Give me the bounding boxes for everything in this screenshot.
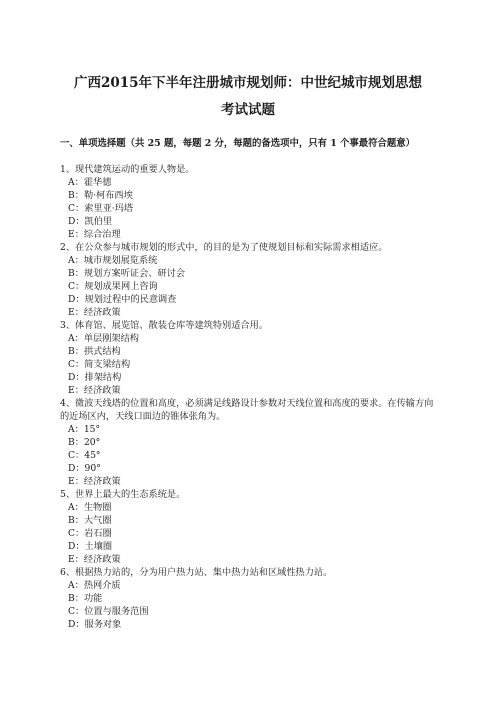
section-heading: 一、单项选择题（共 25 题，每题 2 分，每题的备选项中，只有 1 个事最符合题意） xyxy=(60,138,416,149)
question-2 xyxy=(60,241,440,319)
option-e: E：经济政策 xyxy=(68,307,121,318)
question-stem: 3、体育馆、展览馆、散装仓库等建筑特别适合用。 xyxy=(60,320,268,331)
option-c: C：索里亚·玛塔 xyxy=(68,203,134,214)
option-a: A：霍华德 xyxy=(68,177,112,188)
option-d: D：服务对象 xyxy=(68,619,122,630)
option-c: C：45° xyxy=(68,450,101,461)
question-5 xyxy=(60,488,440,566)
document-title-line-1: 广西2015年下半年注册城市规划师：中世纪城市规划思想 xyxy=(73,75,423,91)
question-stem: 1、现代建筑运动的重要人物是。 xyxy=(60,164,195,175)
question-stem: 2、在公众参与城市规划的形式中，的目的是为了使规划目标和实际需求相适应。 xyxy=(60,242,388,253)
option-c: C：位置与服务范围 xyxy=(68,606,149,617)
document-title-line-2: 考试试题 xyxy=(221,102,275,118)
option-c: C：规划成果网上咨询 xyxy=(68,281,158,292)
option-d: D：凯伯里 xyxy=(68,216,113,227)
option-e: E：经济政策 xyxy=(68,385,121,396)
question-stem: 4、微波天线塔的位置和高度，必须满足线路设计参数对天线位置和高度的要求。在传输方向的近场区内，天线口面边的锥体张角为。 xyxy=(60,398,434,422)
option-b: B：勒·柯布西埃 xyxy=(68,190,133,201)
option-c: C：岩石圈 xyxy=(68,528,112,539)
option-a: A：生物圈 xyxy=(68,502,112,513)
option-e: E：综合治理 xyxy=(68,229,121,240)
option-d: D：90° xyxy=(68,463,101,474)
question-1 xyxy=(60,163,440,241)
question-4 xyxy=(60,397,440,488)
option-e: E：经济政策 xyxy=(68,476,121,487)
option-e: E：经济政策 xyxy=(68,554,121,565)
option-d: D：排架结构 xyxy=(68,372,122,383)
question-stem: 5、世界上最大的生态系统是。 xyxy=(60,489,186,500)
option-b: B：规划方案听证会、研讨会 xyxy=(68,268,186,279)
option-d: D：规划过程中的民意调查 xyxy=(68,294,177,305)
option-b: B：大气圈 xyxy=(68,515,112,526)
option-a: A：单层刚架结构 xyxy=(68,333,139,344)
option-d: D：土壤圈 xyxy=(68,541,113,552)
option-b: B：拱式结构 xyxy=(68,346,121,357)
option-a: A：15° xyxy=(68,424,101,435)
question-stem: 6、根据热力站的，分为用户热力站、集中热力站和区域性热力站。 xyxy=(60,567,333,578)
option-a: A：热网介质 xyxy=(68,580,121,591)
option-a: A：城市规划展览系统 xyxy=(68,255,158,266)
option-c: C：简支梁结构 xyxy=(68,359,131,370)
option-b: B：20° xyxy=(68,437,101,448)
option-b: B：功能 xyxy=(68,593,103,604)
question-3 xyxy=(60,319,440,397)
question-6 xyxy=(60,566,440,631)
